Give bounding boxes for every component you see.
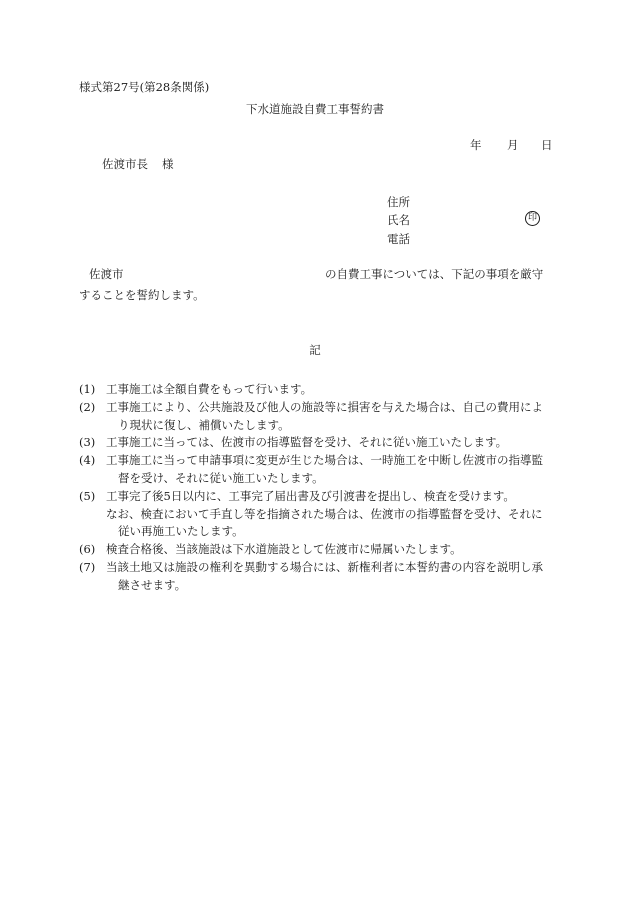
term-text-line: 工事施工により、公共施設及び他人の施設等に損害を与えた場合は、自己の費用によ — [106, 399, 543, 414]
seal-mark: 印 — [525, 211, 540, 226]
term-item — [79, 488, 559, 541]
term-text-line: 従い再施工いたします。 — [118, 524, 244, 539]
phone-label: 電話 — [387, 232, 410, 246]
term-text-line: 工事施工に当って申請事項に変更が生じた場合は、一時施工を中断し佐渡市の指導監 — [106, 453, 543, 468]
address-label: 住所 — [387, 195, 410, 209]
term-text — [106, 541, 559, 559]
term-number: (3) — [79, 435, 96, 450]
term-text-line: 工事施工に当っては、佐渡市の指導監督を受け、それに従い施工いたします。 — [106, 435, 508, 450]
terms-list — [79, 381, 559, 595]
form-number: 様式第27号(第28条関係) — [79, 80, 210, 94]
addressee-honorific: 様 — [162, 157, 174, 171]
term-number: (2) — [79, 399, 96, 414]
name-label: 氏名 — [387, 213, 410, 227]
term-number: (6) — [79, 542, 96, 557]
date-year-label: 年 — [470, 138, 482, 152]
term-text — [106, 399, 559, 435]
term-text — [106, 559, 559, 595]
body-city: 佐渡市 — [89, 267, 124, 281]
body-text-line2: することを誓約します。 — [79, 288, 205, 302]
term-text — [106, 434, 559, 452]
term-text-line: り現状に復し、補償いたします。 — [118, 417, 290, 432]
term-text-line: 当該土地又は施設の権利を異動する場合には、新権利者に本誓約書の内容を説明し承 — [106, 559, 543, 574]
term-number: (1) — [79, 382, 96, 396]
term-item — [79, 541, 559, 559]
term-number: (4) — [79, 453, 96, 468]
term-text-line: なお、検査において手直し等を指摘された場合は、佐渡市の指導監督を受け、それに — [106, 506, 543, 521]
term-number: (5) — [79, 488, 96, 503]
term-item — [79, 381, 559, 399]
term-text — [106, 452, 559, 488]
document-title: 下水道施設自費工事誓約書 — [246, 102, 384, 116]
term-text — [106, 488, 559, 541]
date-day-label: 日 — [541, 138, 553, 152]
addressee-name: 佐渡市長 — [102, 157, 148, 171]
ki-heading: 記 — [309, 343, 321, 357]
term-text-line: 継させます。 — [118, 577, 187, 592]
term-number: (7) — [79, 559, 96, 574]
term-item — [79, 452, 559, 488]
term-text-line: 督を受け、それに従い施工いたします。 — [118, 470, 324, 485]
addressee — [102, 159, 174, 171]
term-text-line: 検査合格後、当該施設は下水道施設として佐渡市に帰属いたします。 — [106, 542, 462, 557]
term-item — [79, 559, 559, 595]
term-item — [79, 434, 559, 452]
term-text — [106, 381, 559, 399]
term-text-line: 工事施工は全額自費をもって行います。 — [106, 382, 313, 396]
term-text-line: 工事完了後5日以内に、工事完了届出書及び引渡書を提出し、検査を受けます。 — [106, 488, 515, 503]
term-item — [79, 399, 559, 435]
body-text-line1: の自費工事については、下記の事項を厳守 — [325, 267, 544, 281]
date-month-label: 月 — [507, 138, 519, 152]
